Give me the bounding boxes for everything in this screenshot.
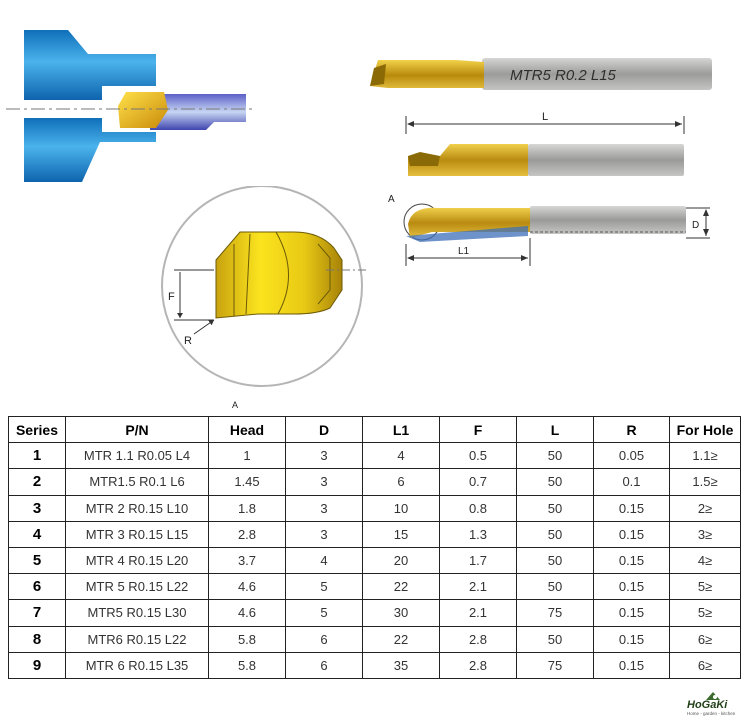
cell-r: 0.15 xyxy=(594,574,670,600)
cell-f: 0.5 xyxy=(440,443,517,469)
cell-d: 6 xyxy=(286,626,363,652)
table-row xyxy=(9,469,741,495)
cell-for-hole: 5≥ xyxy=(670,574,741,600)
cell-d: 3 xyxy=(286,521,363,547)
cell-l1: 22 xyxy=(363,574,440,600)
table-row xyxy=(9,521,741,547)
cell-series: 4 xyxy=(9,521,66,547)
cell-l1: 35 xyxy=(363,652,440,678)
cell-f: 0.8 xyxy=(440,495,517,521)
cell-r: 0.15 xyxy=(594,626,670,652)
cell-series: 3 xyxy=(9,495,66,521)
header-r: R xyxy=(594,417,670,443)
table-row xyxy=(9,547,741,573)
cell-l: 50 xyxy=(517,443,594,469)
cell-series: 9 xyxy=(9,652,66,678)
cell-f: 1.3 xyxy=(440,521,517,547)
cell-pn: MTR 3 R0.15 L15 xyxy=(66,521,209,547)
cell-r: 0.15 xyxy=(594,495,670,521)
cell-head: 5.8 xyxy=(209,626,286,652)
dim-D-label: D xyxy=(692,220,700,231)
cell-l: 50 xyxy=(517,521,594,547)
cell-l1: 4 xyxy=(363,443,440,469)
header-pn: P/N xyxy=(66,417,209,443)
cell-pn: MTR 1.1 R0.05 L4 xyxy=(66,443,209,469)
cell-d: 4 xyxy=(286,547,363,573)
cell-pn: MTR5 R0.15 L30 xyxy=(66,600,209,626)
cell-l: 75 xyxy=(517,600,594,626)
header-l: L xyxy=(517,417,594,443)
cell-l1: 10 xyxy=(363,495,440,521)
label-F: F xyxy=(168,291,175,303)
cell-l1: 15 xyxy=(363,521,440,547)
table-row xyxy=(9,600,741,626)
cell-f: 2.1 xyxy=(440,574,517,600)
brand-logo xyxy=(686,688,744,716)
dim-L1-label: L1 xyxy=(458,246,470,257)
cell-series: 8 xyxy=(9,626,66,652)
detail-marker-A: A xyxy=(388,194,395,205)
cell-series: 7 xyxy=(9,600,66,626)
cell-series: 1 xyxy=(9,443,66,469)
header-head: Head xyxy=(209,417,286,443)
cell-f: 0.7 xyxy=(440,469,517,495)
cell-head: 1.8 xyxy=(209,495,286,521)
cell-pn: MTR 2 R0.15 L10 xyxy=(66,495,209,521)
header-d: D xyxy=(286,417,363,443)
cell-series: 6 xyxy=(9,574,66,600)
cell-series: 5 xyxy=(9,547,66,573)
logo-mark xyxy=(686,688,744,716)
cell-for-hole: 2≥ xyxy=(670,495,741,521)
cell-head: 4.6 xyxy=(209,600,286,626)
cell-head: 5.8 xyxy=(209,652,286,678)
cell-d: 5 xyxy=(286,574,363,600)
cell-f: 2.8 xyxy=(440,652,517,678)
cell-l1: 30 xyxy=(363,600,440,626)
cell-head: 1 xyxy=(209,443,286,469)
cell-head: 3.7 xyxy=(209,547,286,573)
cell-l: 75 xyxy=(517,652,594,678)
table-header-row xyxy=(9,417,741,443)
cell-for-hole: 4≥ xyxy=(670,547,741,573)
spec-table xyxy=(8,416,741,679)
cell-for-hole: 6≥ xyxy=(670,626,741,652)
svg-text:HoGaKi: HoGaKi xyxy=(687,699,728,711)
header-f: F xyxy=(440,417,517,443)
header-for-hole: For Hole xyxy=(670,417,741,443)
svg-text:Home - garden - kitchen: Home - garden - kitchen xyxy=(687,711,736,716)
cell-f: 2.8 xyxy=(440,626,517,652)
cell-head: 1.45 xyxy=(209,469,286,495)
cell-r: 0.05 xyxy=(594,443,670,469)
cell-pn: MTR 4 R0.15 L20 xyxy=(66,547,209,573)
cell-l1: 6 xyxy=(363,469,440,495)
cell-r: 0.15 xyxy=(594,547,670,573)
cell-r: 0.15 xyxy=(594,600,670,626)
cell-head: 2.8 xyxy=(209,521,286,547)
cell-series: 2 xyxy=(9,469,66,495)
cell-d: 3 xyxy=(286,495,363,521)
cell-l: 50 xyxy=(517,495,594,521)
detail-caption: A xyxy=(232,400,239,410)
cell-d: 5 xyxy=(286,600,363,626)
table-row xyxy=(9,574,741,600)
cell-r: 0.15 xyxy=(594,652,670,678)
cell-l: 50 xyxy=(517,547,594,573)
cell-d: 3 xyxy=(286,443,363,469)
cell-l1: 22 xyxy=(363,626,440,652)
cell-r: 0.15 xyxy=(594,521,670,547)
insert-tip xyxy=(216,232,342,318)
table-row xyxy=(9,495,741,521)
cell-pn: MTR1.5 R0.1 L6 xyxy=(66,469,209,495)
cell-d: 6 xyxy=(286,652,363,678)
cell-for-hole: 5≥ xyxy=(670,600,741,626)
cell-for-hole: 6≥ xyxy=(670,652,741,678)
dimension-drawing xyxy=(380,108,720,272)
cell-head: 4.6 xyxy=(209,574,286,600)
label-R: R xyxy=(184,335,192,347)
cell-pn: MTR 6 R0.15 L35 xyxy=(66,652,209,678)
boring-section-illustration xyxy=(0,18,262,188)
cell-pn: MTR 5 R0.15 L22 xyxy=(66,574,209,600)
tool-photo xyxy=(364,50,720,98)
cell-l1: 20 xyxy=(363,547,440,573)
cell-l: 50 xyxy=(517,626,594,652)
detail-a-view xyxy=(150,186,380,412)
cell-d: 3 xyxy=(286,469,363,495)
cell-for-hole: 3≥ xyxy=(670,521,741,547)
cell-r: 0.1 xyxy=(594,469,670,495)
cell-f: 1.7 xyxy=(440,547,517,573)
table-row xyxy=(9,652,741,678)
cell-for-hole: 1.5≥ xyxy=(670,469,741,495)
cell-pn: MTR6 R0.15 L22 xyxy=(66,626,209,652)
tool-marking: MTR5 R0.2 L15 xyxy=(510,67,616,84)
dim-L-label: L xyxy=(542,111,549,123)
header-l1: L1 xyxy=(363,417,440,443)
cell-l: 50 xyxy=(517,574,594,600)
cell-f: 2.1 xyxy=(440,600,517,626)
cell-l: 50 xyxy=(517,469,594,495)
table-row xyxy=(9,626,741,652)
table-row xyxy=(9,443,741,469)
header-series: Series xyxy=(9,417,66,443)
cell-for-hole: 1.1≥ xyxy=(670,443,741,469)
